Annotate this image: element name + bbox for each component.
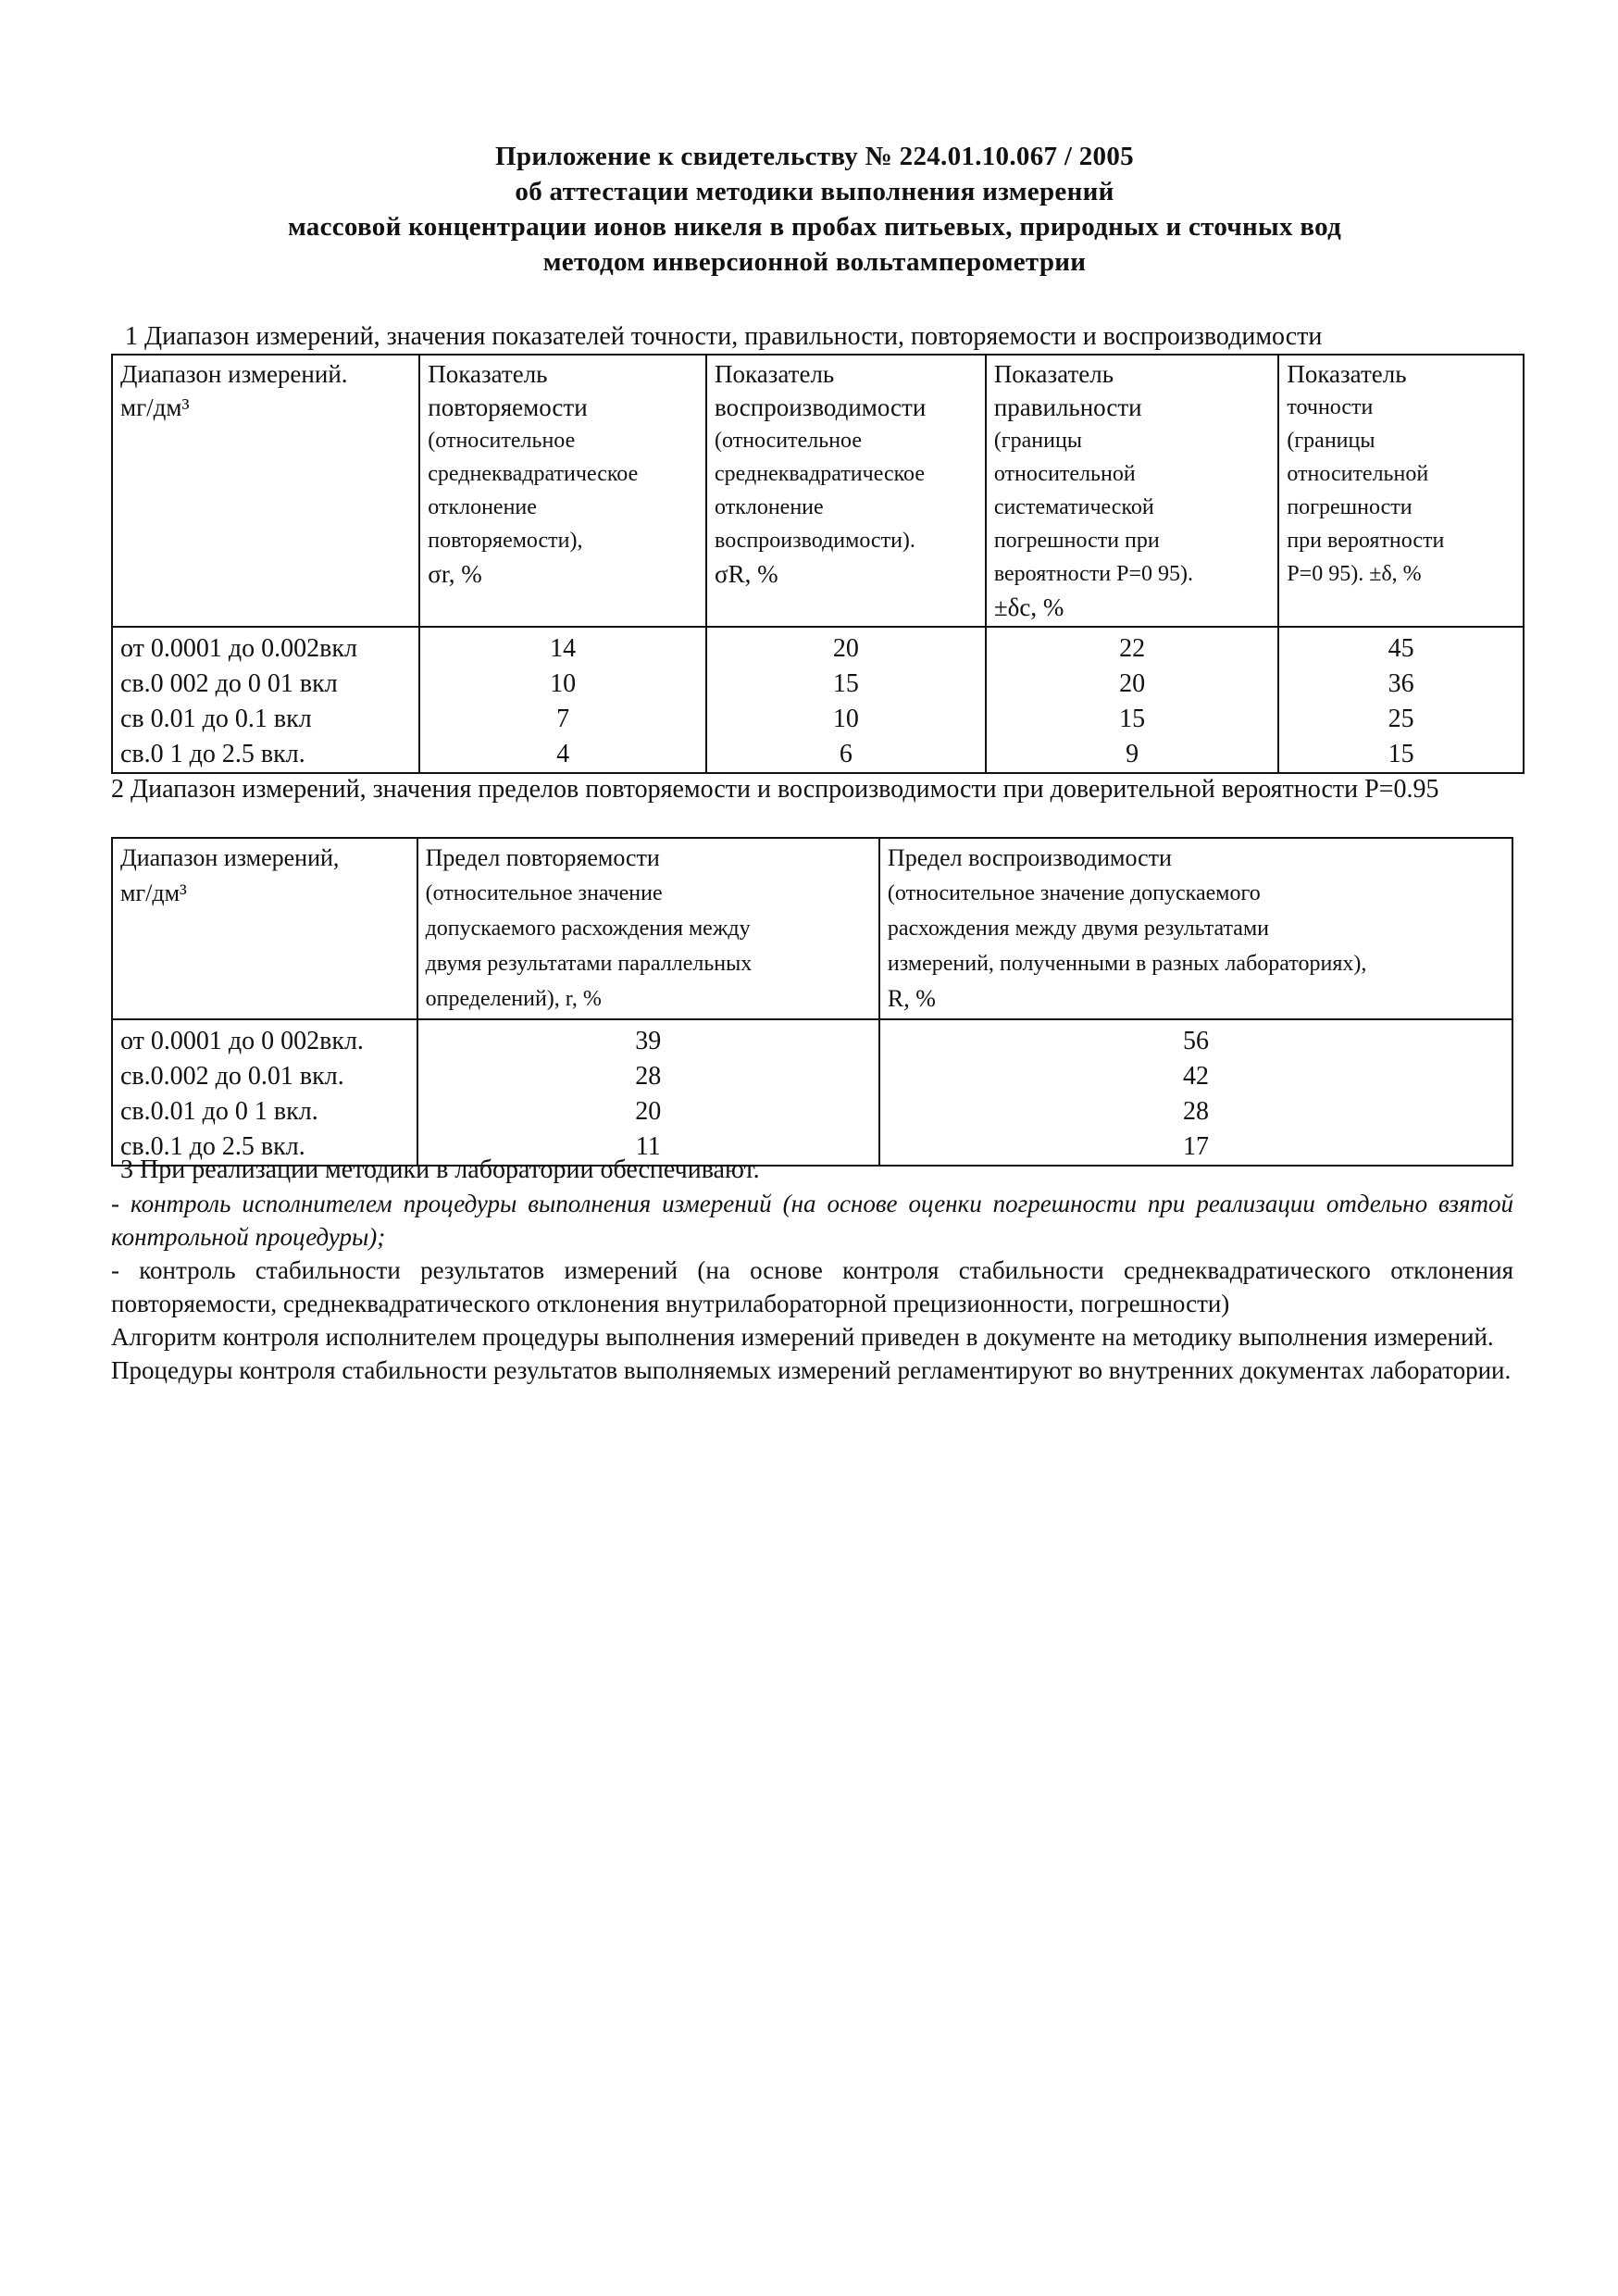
section-2-heading: 2 Диапазон измерений, значения пределов повторяемости и воспроизводимости при доверительной вероятности Р=0.95 [111, 775, 1439, 804]
table-row [112, 627, 1524, 667]
repeatability-limit-value: 11 [417, 1129, 879, 1166]
range-cell: св.0 002 до 0 01 вкл [112, 667, 419, 702]
accuracy-table [111, 354, 1525, 774]
trueness-value: 22 [986, 627, 1279, 667]
procedures-paragraph: Процедуры контроля стабильности результатов выполняемых измерений регламентируют во внутренних документах лаборатории. [111, 1356, 1512, 1384]
trueness-value: 15 [986, 702, 1279, 737]
title-line-1: Приложение к свидетельству № 224.01.10.067 / 2005 [495, 142, 1134, 171]
header-repeatability: Показатель повторяемости (относительное среднеквадратическое отклонение повторяемости), σr, % [419, 355, 706, 627]
header-repeatability-limit: Предел повторяемости (относительное значение допускаемого расхождения между двумя результатами параллельных определений), r, % [417, 838, 879, 1019]
section-3 [111, 1154, 1513, 1387]
repeatability-value: 10 [419, 667, 706, 702]
section-1-heading: 1 Диапазон измерений, значения показателей точности, правильности, повторяемости и воспроизводимости [125, 322, 1323, 351]
repeatability-value: 4 [419, 737, 706, 773]
trueness-value: 9 [986, 737, 1279, 773]
header-range: Диапазон измерений. мг/дм³ [112, 355, 419, 627]
reproducibility-value: 6 [706, 737, 986, 773]
accuracy-value: 25 [1278, 702, 1524, 737]
range-cell: св 0.01 до 0.1 вкл [112, 702, 419, 737]
range-cell: св.0 1 до 2.5 вкл. [112, 737, 419, 773]
title-line-3: массовой концентрации ионов никеля в пробах питьевых, природных и сточных вод [287, 212, 1342, 242]
limits-table-header [112, 838, 1512, 1019]
repeatability-limit-value: 39 [417, 1019, 879, 1059]
header-trueness: Показатель правильности (границы относительной систематической погрешности при вероятности Р=0 95). ±δc, % [986, 355, 1279, 627]
trueness-value: 20 [986, 667, 1279, 702]
header-range: Диапазон измерений, мг/дм³ [112, 838, 417, 1019]
repeatability-value: 14 [419, 627, 706, 667]
title-line-4: методом инверсионной вольтамперометрии [542, 247, 1087, 277]
table-row [112, 667, 1524, 702]
algorithm-paragraph: Алгоритм контроля исполнителем процедуры выполнения измерений приведен в документе на методику выполнения измерений. [111, 1323, 1494, 1351]
accuracy-table-header [112, 355, 1524, 627]
reproducibility-limit-value: 56 [879, 1019, 1512, 1059]
table-row [112, 1059, 1512, 1094]
limits-table [111, 837, 1513, 1167]
document-title [167, 139, 1462, 280]
table-row [112, 737, 1524, 773]
table-row [112, 1094, 1512, 1129]
range-cell: св.0.002 до 0.01 вкл. [112, 1059, 417, 1094]
reproducibility-value: 10 [706, 702, 986, 737]
header-reproducibility-limit: Предел воспроизводимости (относительное значение допускаемого расхождения между двумя результатами измерений, полученными в разных лабораториях), R, % [879, 838, 1512, 1019]
range-cell: св.0.1 до 2.5 вкл. [112, 1129, 417, 1166]
reproducibility-limit-value: 42 [879, 1059, 1512, 1094]
reproducibility-limit-value: 17 [879, 1129, 1512, 1166]
accuracy-value: 45 [1278, 627, 1524, 667]
reproducibility-limit-value: 28 [879, 1094, 1512, 1129]
range-cell: от 0.0001 до 0 002вкл. [112, 1019, 417, 1059]
reproducibility-value: 15 [706, 667, 986, 702]
range-cell: от 0.0001 до 0.002вкл [112, 627, 419, 667]
section-3-intro: 3 При реализации методики в лаборатории обеспечивают. [120, 1155, 760, 1184]
table-row [112, 702, 1524, 737]
title-line-2: об аттестации методики выполнения измерений [515, 177, 1114, 206]
control-item-2: - контроль стабильности результатов измерений (на основе контроля стабильности среднеквадратического отклонения повторяемости, среднеквадратического отклонения внутрилабораторной прецизионности, погрешности) [111, 1256, 1513, 1317]
range-cell: св.0.01 до 0 1 вкл. [112, 1094, 417, 1129]
header-reproducibility: Показатель воспроизводимости (относительное среднеквадратическое отклонение воспроизводимости). σR, % [706, 355, 986, 627]
control-item-1: - контроль исполнителем процедуры выполнения измерений (на основе оценки погрешности при реализации отдельно взятой контрольной процедуры); [111, 1190, 1513, 1251]
header-accuracy: Показатель точности (границы относительной погрешности при вероятности Р=0 95). ±δ, % [1278, 355, 1524, 627]
repeatability-limit-value: 20 [417, 1094, 879, 1129]
repeatability-limit-value: 28 [417, 1059, 879, 1094]
accuracy-value: 15 [1278, 737, 1524, 773]
reproducibility-value: 20 [706, 627, 986, 667]
accuracy-value: 36 [1278, 667, 1524, 702]
table-row [112, 1019, 1512, 1059]
repeatability-value: 7 [419, 702, 706, 737]
